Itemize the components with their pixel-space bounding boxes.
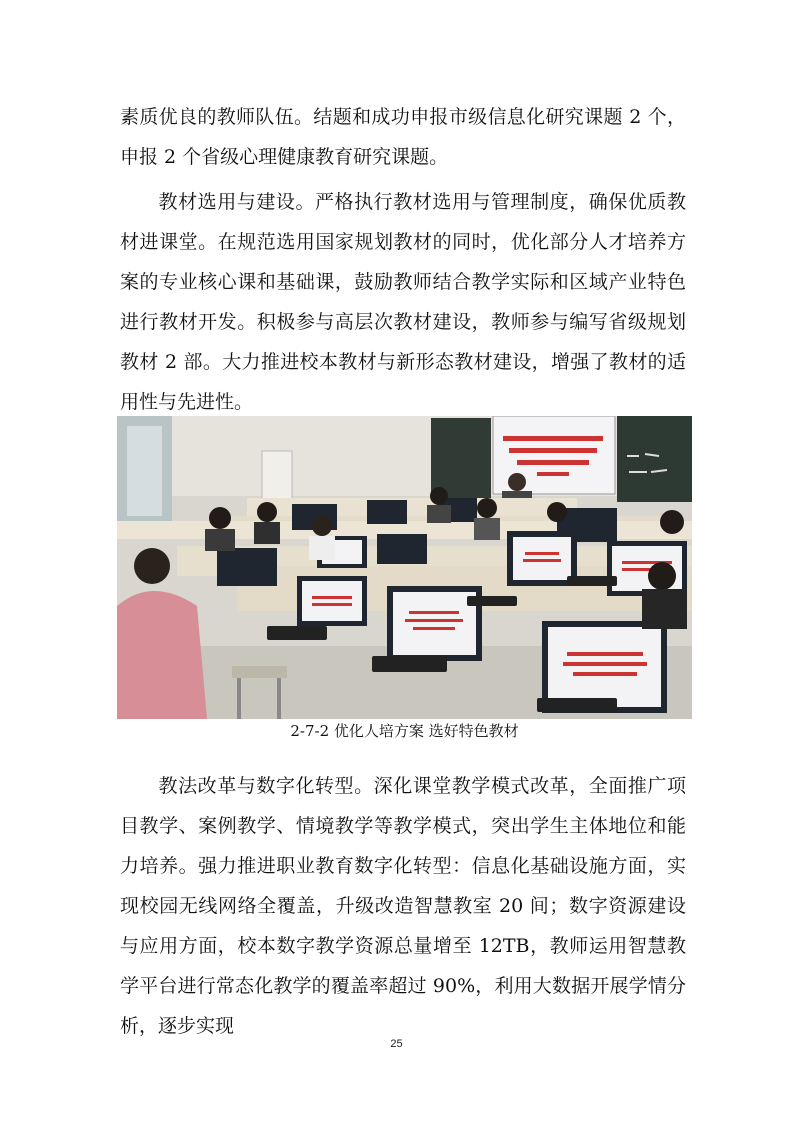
paragraph-text: 素质优良的教师队伍。结题和成功申报市级信息化研究课题 2 个，申报 2 个省级心理健康教育研究课题。 bbox=[120, 106, 686, 168]
page-number: 25 bbox=[390, 1038, 403, 1050]
classroom-photo bbox=[117, 416, 692, 719]
paragraph-text: 教材选用与建设。严格执行教材选用与管理制度，确保优质教材进课堂。在规范选用国家规划教材的同时，优化部分人才培养方案的专业核心课和基础课，鼓励教师结合教学实际和区域产业特色进行教材开发。积极参与高层次教材建设，教师参与编写省级规划教材 2 部。大力推进校本教材与新形态教材建设，增强了教材的适用性与先进性。 bbox=[120, 191, 686, 413]
paragraph-text: 教法改革与数字化转型。深化课堂教学模式改革，全面推广项目教学、案例教学、情境教学等教学模式，突出学生主体地位和能力培养。强力推进职业教育数字化转型：信息化基础设施方面，实现校园无线网络全覆盖，升级改造智慧教室 20 间；数字资源建设与应用方面，校本数字教学资源总量增至 12TB，教师运用智慧教学平台进行常态化教学的覆盖率超过 90%，利用大数据开展学情分析，逐步实现 bbox=[120, 775, 686, 1037]
body-paragraph-1 bbox=[120, 97, 686, 177]
body-paragraph-2 bbox=[120, 182, 686, 422]
figure-caption: 2-7-2 优化人培方案 选好特色教材 bbox=[290, 722, 519, 740]
body-paragraph-3 bbox=[120, 766, 686, 1046]
